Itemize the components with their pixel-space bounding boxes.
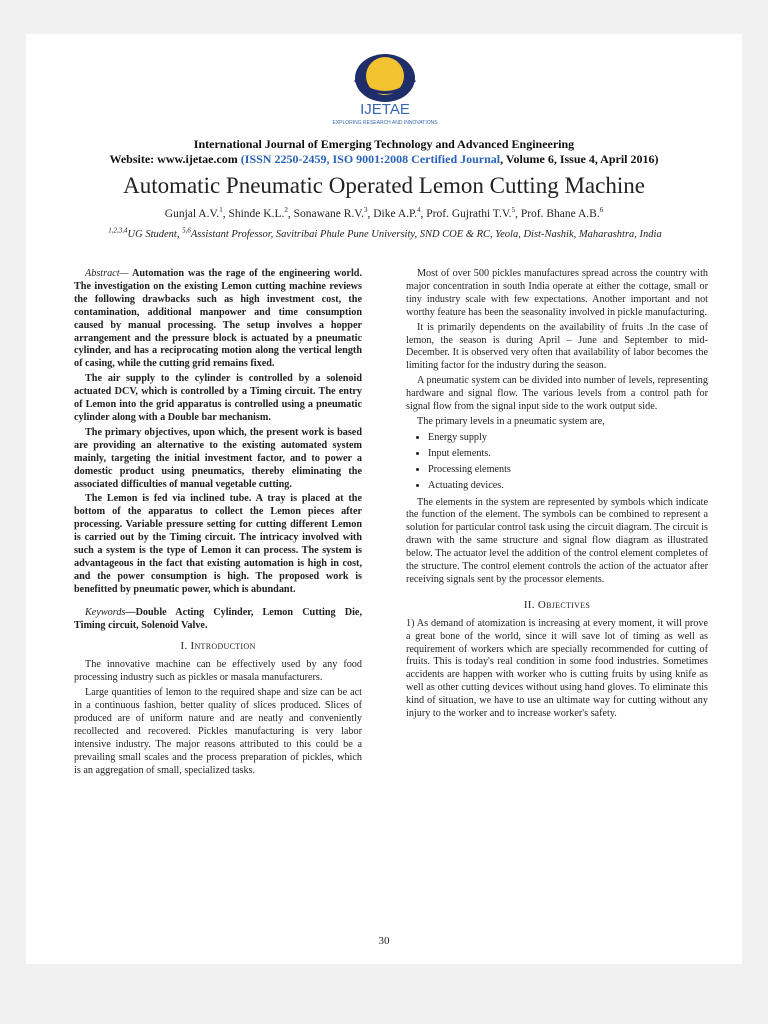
volume-info: , Volume 6, Issue 4, April 2016) [500, 152, 659, 166]
affil-sup: 5,6 [182, 226, 191, 235]
intro-p2: Large quantities of lemon to the required shape and size can be act in a continuous fashion, better quality of slices produced. Slices of produced are of uniform nature and are neatly and conveniently recollected and recovered. Pickles manufacturing is very labor intensive industry. The major reasons attributed to this could be a prevailing small scales and the process preparation of pickles, which is an aggregation of small, specialized tasks. [74, 687, 362, 776]
author: Gunjal A.V. [164, 208, 220, 220]
author-sup: 6 [599, 206, 604, 215]
right-column [406, 268, 708, 723]
page-number: 30 [378, 935, 390, 947]
journal-name: International Journal of Emerging Technology and Advanced Engineering [193, 137, 575, 151]
author-sup: 3 [363, 206, 368, 215]
abstract-text: Automation was the rage of the engineering world. The investigation on the existing Lemon cutting machine reviews the following drawbacks such as high investment cost, the contamination, additional manpower and time consumption caused by manual processing. The setup involves a hopper arrangement and the pressure block is actuated by a pneumatic cylinder, and has a reciprocating motion along the vertical length of casing, while the cutting grid remains fixed. [74, 268, 362, 370]
author-list: Gunjal A.V.$^1$, Shinde K.L.$^2$, Sonawane R.V.$^3$, Dike A.P.$^4$, Prof. Gujrathi T.V.$^5$, Prof. Bhane A.B.$^6$ [164, 206, 604, 220]
abstract-label: Abstract— [85, 268, 129, 279]
author: Prof. Bhane A.B. [520, 208, 600, 220]
issn: (ISSN 2250-2459, ISO 9001:2008 Certified Journal [240, 152, 501, 166]
author-sup: 4 [417, 206, 421, 215]
paper-title: Automatic Pneumatic Operated Lemon Cutting Machine [123, 173, 645, 198]
right-p4: The primary levels in a pneumatic system are, [417, 415, 605, 427]
section-heading-introduction: I. Introduction [180, 640, 256, 653]
author: Prof. Gujrathi T.V. [426, 208, 512, 220]
keywords [74, 607, 362, 633]
logo-text: IJETAE [360, 101, 410, 118]
author: Dike A.P. [373, 208, 418, 220]
list-item: • Input elements. [428, 448, 708, 461]
list-item: • Energy supply [428, 432, 708, 445]
affiliation [60, 228, 710, 242]
affil-text: Assistant Professor, Savitribai Phule Pune University, SND COE & RC, Yeola, Dist-Nashik, Maharashtra, India [190, 229, 662, 240]
keywords-label: Keywords [85, 606, 126, 618]
list-item: • Actuating devices. [428, 480, 708, 493]
author-sup: 1 [219, 206, 223, 215]
right-p1: Most of over 500 pickles manufactures spread across the country with major concentration in south India operate at either the cottage, small or tiny industry scale with few expectations. Another important and not worthy feature has been the seasonality involved in pickle manufacturing. [406, 268, 708, 318]
intro-p1: The innovative machine can be effectively used by any food processing industry such as pickles or masala manufacturers. [74, 659, 362, 684]
journal-meta [0, 152, 768, 167]
affil-sup: 1,2,3,4 [108, 226, 128, 235]
journal-header [0, 137, 768, 167]
logo-tagline: EXPLORING RESEARCH AND INNOVATIONS [332, 120, 438, 126]
abstract-p1 [74, 268, 362, 371]
author-sup: 2 [284, 206, 288, 215]
keywords-dash: — [125, 606, 136, 618]
author-sup: 5 [511, 206, 516, 215]
author: Shinde K.L. [228, 208, 285, 220]
abstract-p3: The primary objectives, upon which, the present work is based are providing an alternative to the existing automated system mainly, targeting the initial investment factor, and to power a domestic product using pneumatics, thereby eliminating the associated difficulties of manual vegetable cutting. [74, 426, 362, 490]
left-column [74, 268, 362, 780]
objectives-p1: 1) As demand of atomization is increasing at every moment, it will prove a great bone of the world, since it will save lot of timing as well as requirement of workers which are specially recommended for cutting of fruits. This is today's real condition in some food industries. Sometimes accidents are happen with worker who is cutting fruits by using knife as well as other cutting devices without using hand gloves. To eliminate this kind of situation, we have to use an ultimate way for cutting without any injury to the worker and to increase worker's safety. [406, 617, 708, 720]
abstract-p4: The Lemon is fed via inclined tube. A tray is placed at the bottom of the apparatus to collect the Lemon pieces after processing. Variable pressure setting for cutting different Lemon is carried out by the Timing circuit. The intricacy involved with such a system is the type of Lemon it can process. The system is advantageous in the fact that existing automation is high in cost, and the power consumption is high. The proposed work is benefitted by pneumatic power, which is abundant. [74, 493, 362, 595]
ijetae-logo [332, 50, 438, 130]
right-p2: It is primarily dependents on the availability of fruits .In the case of lemon, the season is during April – June and September to mid-December. It is observed very often that availability of labor becomes the limiting factor for the industry during the season. [406, 321, 708, 372]
right-p5: The elements in the system are represented by symbols which indicate the function of the element. The symbols can be combined to represent a solution for particular control task using the circuit diagram. The circuit is drawn with the same structure and signal flow diagram as illustrated below. The actuator level the addition of the control element completes of the structure. The control element controls the action of the actuator after receiving signals sent by the processor elements. [406, 496, 708, 585]
abstract-p2: The air supply to the cylinder is controlled by a solenoid actuated DCV, which is controlled by a Timing circuit. The entry of Lemon into the grid apparatus is controlled using a pneumatic cylinder along with a Double bar mechanism. [74, 373, 362, 423]
author: Sonawane R.V. [293, 208, 364, 220]
website: Website: www.ijetae.com [109, 152, 241, 166]
right-p3: A pneumatic system can be divided into number of levels, representing hardware and signal flow. The various levels from a control path for signal flow from the signal input side to the work output side. [406, 375, 708, 413]
affil-text: UG Student, [127, 229, 183, 240]
levels-list [406, 432, 708, 493]
list-item: • Processing elements [428, 464, 708, 477]
keywords-text: Double Acting Cylinder, Lemon Cutting Die, Timing circuit, Solenoid Valve. [74, 606, 362, 631]
section-heading-objectives: II. Objectives [523, 598, 591, 611]
